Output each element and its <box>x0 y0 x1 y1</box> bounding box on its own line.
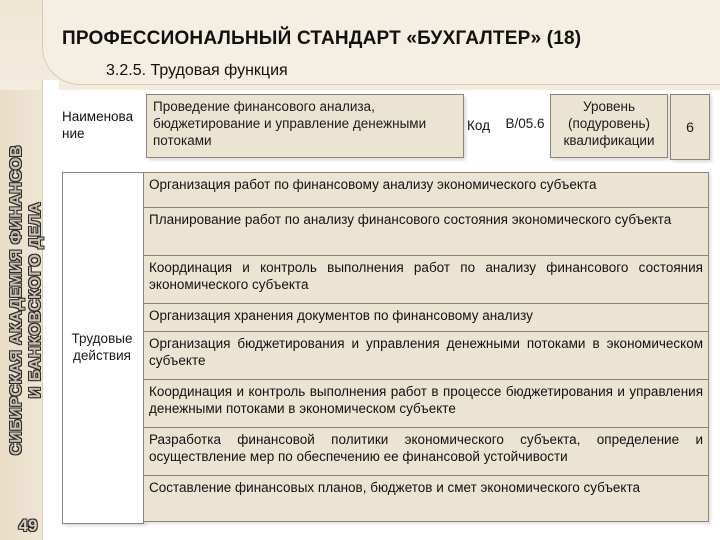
academy-name-line2: И БАНКОВСКОГО ДЕЛА <box>27 201 44 399</box>
academy-name-line1: СИБИРСКАЯ АКАДЕМИЯ ФИНАНСОВ <box>8 145 25 455</box>
actions-list <box>143 172 709 522</box>
function-name-box: Проведение финансового анализа, бюджетирование и управление денежными потоками <box>146 94 464 158</box>
qualification-level-value: 6 <box>670 94 710 160</box>
qualification-level-label: Уровень (подуровень) квалификации <box>550 94 668 158</box>
code-label: Код <box>467 118 490 133</box>
action-item: Координация и контроль выполнения работ по анализу финансового состояния экономического субъекта <box>143 256 709 304</box>
action-item: Организация хранения документов по финансовому анализу <box>143 304 709 332</box>
page-title: ПРОФЕССИОНАЛЬНЫЙ СТАНДАРТ «БУХГАЛТЕР» (18) <box>62 28 582 49</box>
action-item: Планирование работ по анализу финансового состояния экономического субъекта <box>143 208 709 256</box>
name-label: Наименова ние <box>62 109 134 141</box>
action-item: Организация работ по финансовому анализу экономического субъекта <box>143 172 709 208</box>
academy-name <box>7 140 45 460</box>
action-item: Составление финансовых планов, бюджетов и смет экономического субъекта <box>143 476 709 522</box>
page-subtitle: 3.2.5. Трудовая функция <box>106 62 288 79</box>
code-value: В/05.6 <box>505 116 545 131</box>
page-number: 49 <box>18 516 38 535</box>
action-item: Координация и контроль выполнения работ в процессе бюджетирования и управления денежными потоками в экономическом субъекте <box>143 380 709 428</box>
action-item: Разработка финансовой политики экономического субъекта, определение и осуществление мер по обеспечению ее финансовой устойчивости <box>143 428 709 476</box>
action-item: Организация бюджетирования и управления денежными потоками в экономическом субъекте <box>143 332 709 380</box>
actions-label: Трудовые действия <box>71 331 133 363</box>
